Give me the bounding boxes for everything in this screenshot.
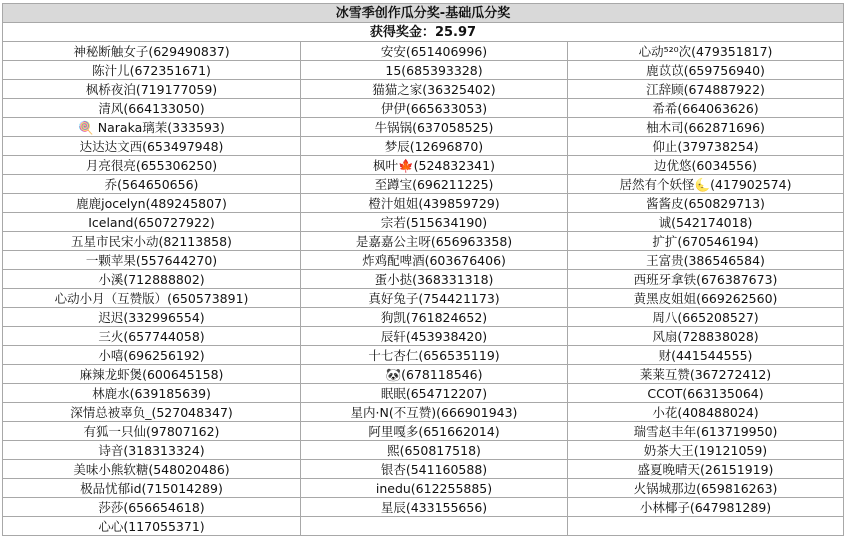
prize-cell	[3, 23, 844, 42]
name-cell: 宗若(515634190)	[301, 213, 568, 232]
name-cell: 小溪(712888802)	[3, 270, 301, 289]
name-cell: 五星市民宋小动(82113858)	[3, 232, 301, 251]
name-cell: 希希(664063626)	[568, 99, 844, 118]
name-cell: 心心(117055371)	[3, 517, 301, 536]
name-cell: 十七杏仁(656535119)	[301, 346, 568, 365]
name-cell: 月亮很亮(655306250)	[3, 156, 301, 175]
name-cell: 西班牙拿铁(676387673)	[568, 270, 844, 289]
name-cell: 奶茶大王(19121059)	[568, 441, 844, 460]
name-cell: 边优悠(6034556)	[568, 156, 844, 175]
name-cell: 鹿苡苡(659756940)	[568, 61, 844, 80]
name-cell: 扩扩(670546194)	[568, 232, 844, 251]
name-cell: 周八(665208527)	[568, 308, 844, 327]
name-cell: 深情总被辜负_(527048347)	[3, 403, 301, 422]
name-row	[3, 346, 844, 365]
name-cell: 银杏(541160588)	[301, 460, 568, 479]
name-cell: CCOT(663135064)	[568, 384, 844, 403]
name-cell: 林鹿水(639185639)	[3, 384, 301, 403]
name-cell: 诗音(318313324)	[3, 441, 301, 460]
name-row	[3, 137, 844, 156]
name-row	[3, 460, 844, 479]
name-cell: 真好兔子(754421173)	[301, 289, 568, 308]
name-cell: 牛锅锅(637058525)	[301, 118, 568, 137]
name-cell: 安安(651406996)	[301, 42, 568, 61]
award-table	[2, 3, 844, 536]
name-cell: inedu(612255885)	[301, 479, 568, 498]
name-row	[3, 289, 844, 308]
name-cell: 清风(664133050)	[3, 99, 301, 118]
name-cell: 瑞雪赵丰年(613719950)	[568, 422, 844, 441]
name-cell: 柚木司(662871696)	[568, 118, 844, 137]
name-cell: 酱酱皮(650829713)	[568, 194, 844, 213]
name-cell: 枫桥夜泊(719177059)	[3, 80, 301, 99]
name-cell: 财(441544555)	[568, 346, 844, 365]
name-cell: 猫猫之家(36325402)	[301, 80, 568, 99]
name-cell	[568, 517, 844, 536]
name-cell: 炸鸡配啤酒(603676406)	[301, 251, 568, 270]
name-cell: 鹿鹿jocelyn(489245807)	[3, 194, 301, 213]
name-cell: 心动⁵²⁰次(479351817)	[568, 42, 844, 61]
prize-label: 获得奖金：	[369, 24, 435, 40]
name-cell: 三火(657744058)	[3, 327, 301, 346]
title-row	[3, 4, 844, 23]
name-row	[3, 156, 844, 175]
name-cell: 陈汁儿(672351671)	[3, 61, 301, 80]
name-cell: 橙汁姐姐(439859729)	[301, 194, 568, 213]
name-cell: 王富贵(386546584)	[568, 251, 844, 270]
name-row	[3, 42, 844, 61]
name-row	[3, 99, 844, 118]
name-cell: 美味小熊软糖(548020486)	[3, 460, 301, 479]
sheet-title: 冰雪季创作瓜分奖-基础瓜分奖	[3, 4, 844, 23]
name-row	[3, 441, 844, 460]
name-cell: 小嘻(696256192)	[3, 346, 301, 365]
name-cell: 仰止(379738254)	[568, 137, 844, 156]
name-cell: 迟迟(332996554)	[3, 308, 301, 327]
name-row	[3, 251, 844, 270]
name-cell	[301, 517, 568, 536]
name-row	[3, 80, 844, 99]
name-cell: 星内·N(不互赞)(666901943)	[301, 403, 568, 422]
name-cell: 达达达文西(653497948)	[3, 137, 301, 156]
name-cell: 眠眠(654712207)	[301, 384, 568, 403]
name-cell: 枫叶🍁(524832341)	[301, 156, 568, 175]
name-cell: 黄黑皮姐姐(669262560)	[568, 289, 844, 308]
name-cell: 至蹲宝(696211225)	[301, 175, 568, 194]
name-row	[3, 498, 844, 517]
name-cell: 居然有个妖怪🌜(417902574)	[568, 175, 844, 194]
name-cell: 梦辰(12696870)	[301, 137, 568, 156]
name-cell: 🍭 Naraka璃茉(333593)	[3, 118, 301, 137]
name-cell: 🐼(678118546)	[301, 365, 568, 384]
name-row	[3, 232, 844, 251]
name-cell: 麻辣龙虾煲(600645158)	[3, 365, 301, 384]
name-row	[3, 403, 844, 422]
name-row	[3, 422, 844, 441]
name-cell: 是嘉嘉公主呀(656963358)	[301, 232, 568, 251]
name-cell: 有狐一只仙(97807162)	[3, 422, 301, 441]
name-cell: Iceland(650727922)	[3, 213, 301, 232]
name-row	[3, 479, 844, 498]
name-cell: 狗凯(761824652)	[301, 308, 568, 327]
name-cell: 小林椰子(647981289)	[568, 498, 844, 517]
name-row	[3, 118, 844, 137]
name-row	[3, 365, 844, 384]
name-row	[3, 175, 844, 194]
name-row	[3, 61, 844, 80]
name-cell: 莎莎(656654618)	[3, 498, 301, 517]
name-cell: 阿里嘎多(651662014)	[301, 422, 568, 441]
name-cell: 诚(542174018)	[568, 213, 844, 232]
name-cell: 熙(650817518)	[301, 441, 568, 460]
name-cell: 伊伊(665633053)	[301, 99, 568, 118]
name-cell: 乔(564650656)	[3, 175, 301, 194]
name-cell: 神秘断触女子(629490837)	[3, 42, 301, 61]
name-cell: 江辞顾(674887922)	[568, 80, 844, 99]
name-row	[3, 327, 844, 346]
name-cell: 极品忧郁id(715014289)	[3, 479, 301, 498]
name-row	[3, 517, 844, 536]
name-cell: 辰轩(453938420)	[301, 327, 568, 346]
name-row	[3, 194, 844, 213]
name-cell: 星辰(433155656)	[301, 498, 568, 517]
name-cell: 蛋小挞(368331318)	[301, 270, 568, 289]
name-cell: 小花(408488024)	[568, 403, 844, 422]
name-row	[3, 308, 844, 327]
prize-row	[3, 23, 844, 42]
name-row	[3, 270, 844, 289]
name-cell: 风扇(728838028)	[568, 327, 844, 346]
name-cell: 盛夏晚晴天(26151919)	[568, 460, 844, 479]
name-row	[3, 384, 844, 403]
name-cell: 火锅城那边(659816263)	[568, 479, 844, 498]
name-cell: 心动小月（互赞版）(650573891)	[3, 289, 301, 308]
name-cell: 一颗苹果(557644270)	[3, 251, 301, 270]
prize-value: 25.97	[434, 24, 477, 40]
name-cell: 莱莱互赞(367272412)	[568, 365, 844, 384]
name-cell: 15(685393328)	[301, 61, 568, 80]
name-row	[3, 213, 844, 232]
